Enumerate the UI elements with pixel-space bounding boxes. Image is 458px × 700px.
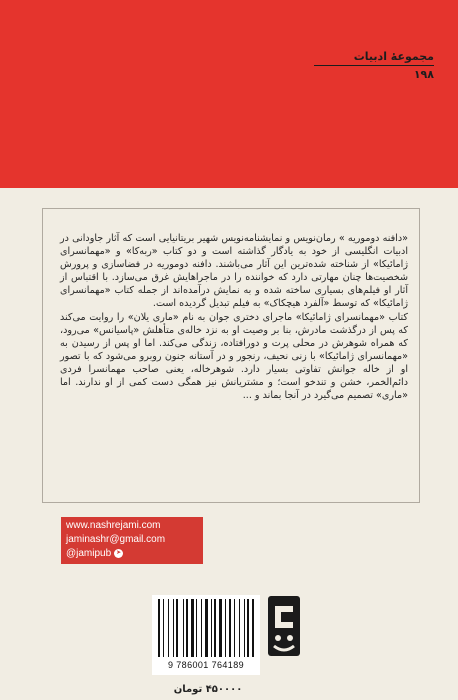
barcode-number: 9 786001 764189	[167, 660, 245, 670]
barcode-bar	[241, 599, 243, 657]
barcode-bar	[158, 599, 160, 657]
series-label	[314, 50, 434, 81]
barcode-bar	[164, 599, 167, 657]
price-label: ۴۵۰۰۰۰ تومان	[173, 684, 243, 695]
barcode-bar	[198, 599, 200, 657]
barcode-bar	[229, 599, 231, 657]
barcode-bar	[186, 599, 188, 657]
barcode-bar	[223, 599, 225, 657]
barcode-bar	[214, 599, 216, 657]
website-link[interactable]: www.nashrejami.com	[66, 520, 161, 531]
barcode-bar	[203, 599, 205, 657]
barcode-bar	[252, 599, 254, 657]
description-paragraph-1: «دافنه دوموریه » رمان‌نویس و نمایشنامه‌نویس شهیر بریتانیایی است که آثار جاودانی در ادبیات انگلیسی از خود به یادگار گذاشته است و دو کتاب «ربه‌کا» و «مهمانسرای ژامائیکا» از شناخته شده‌ترین این آثار می‌باشند. دافنه دوموریه در فضاسازی و پرورش شخصیت‌ها چنان مهارتی دارد که خواننده را در ماجراهایش غرق می‌سازد. با اقتباس از آثار او فیلم‌های بسیاری ساخته شده و به نمایش درآمده‌اند از جمله کتاب «مهمانسرای ژامائیکا» که توسط «آلفرد هیچکاک» به فیلم تبدیل گردیده است.	[60, 233, 408, 310]
barcode-bar	[179, 599, 182, 657]
barcode	[152, 595, 260, 675]
barcode-bar	[235, 599, 238, 657]
telegram-icon: ➤	[116, 549, 122, 556]
barcode-bars	[158, 599, 254, 657]
social-handle[interactable]	[66, 547, 198, 561]
social-handle-text: @jamipub	[66, 548, 112, 559]
barcode-bar	[247, 599, 249, 657]
contact-box	[61, 517, 203, 564]
red-header-band	[0, 0, 458, 188]
series-divider	[314, 65, 434, 66]
description-paragraph-2: کتاب «مهمانسرای ژامائیکا» ماجرای دختری جوان به نام «ماری یلان» را روایت می‌کند که پس از درگذشت مادرش، بنا بر وصیت او به نزد خاله‌ی متأهلش «پاسیانس» می‌رود، که همراه شوهرش در محلی پرت و دورافتاده، زندگی می‌کند. اما او پس از رسیدن به «مهمانسرای ژامائیکا» با زنی نحیف، رنجور و در آستانه جنون روبرو می‌شود که با تصور او از خاله جوانش تفاوتی بسیار دارد. شوهرخاله، یعنی صاحب مهمانسرا فردی دائم‌الخمر، خشن و تندخو است؛ و مشتریانش نیز همگی دست کمی از او ندارند. اما «ماری» تصمیم می‌گیرد در آنجا بماند و ...	[60, 311, 408, 402]
barcode-bar	[191, 599, 194, 657]
barcode-bar	[176, 599, 178, 657]
barcode-bar	[219, 599, 222, 657]
series-title: مجموعهٔ ادبیات	[353, 50, 434, 63]
barcode-bar	[205, 599, 208, 657]
barcode-bar	[170, 599, 172, 657]
description-text	[60, 232, 408, 402]
series-number: ۱۹۸	[413, 68, 434, 81]
publisher-logo-icon	[266, 594, 302, 658]
email-link[interactable]: jaminashr@gmail.com	[66, 534, 166, 545]
